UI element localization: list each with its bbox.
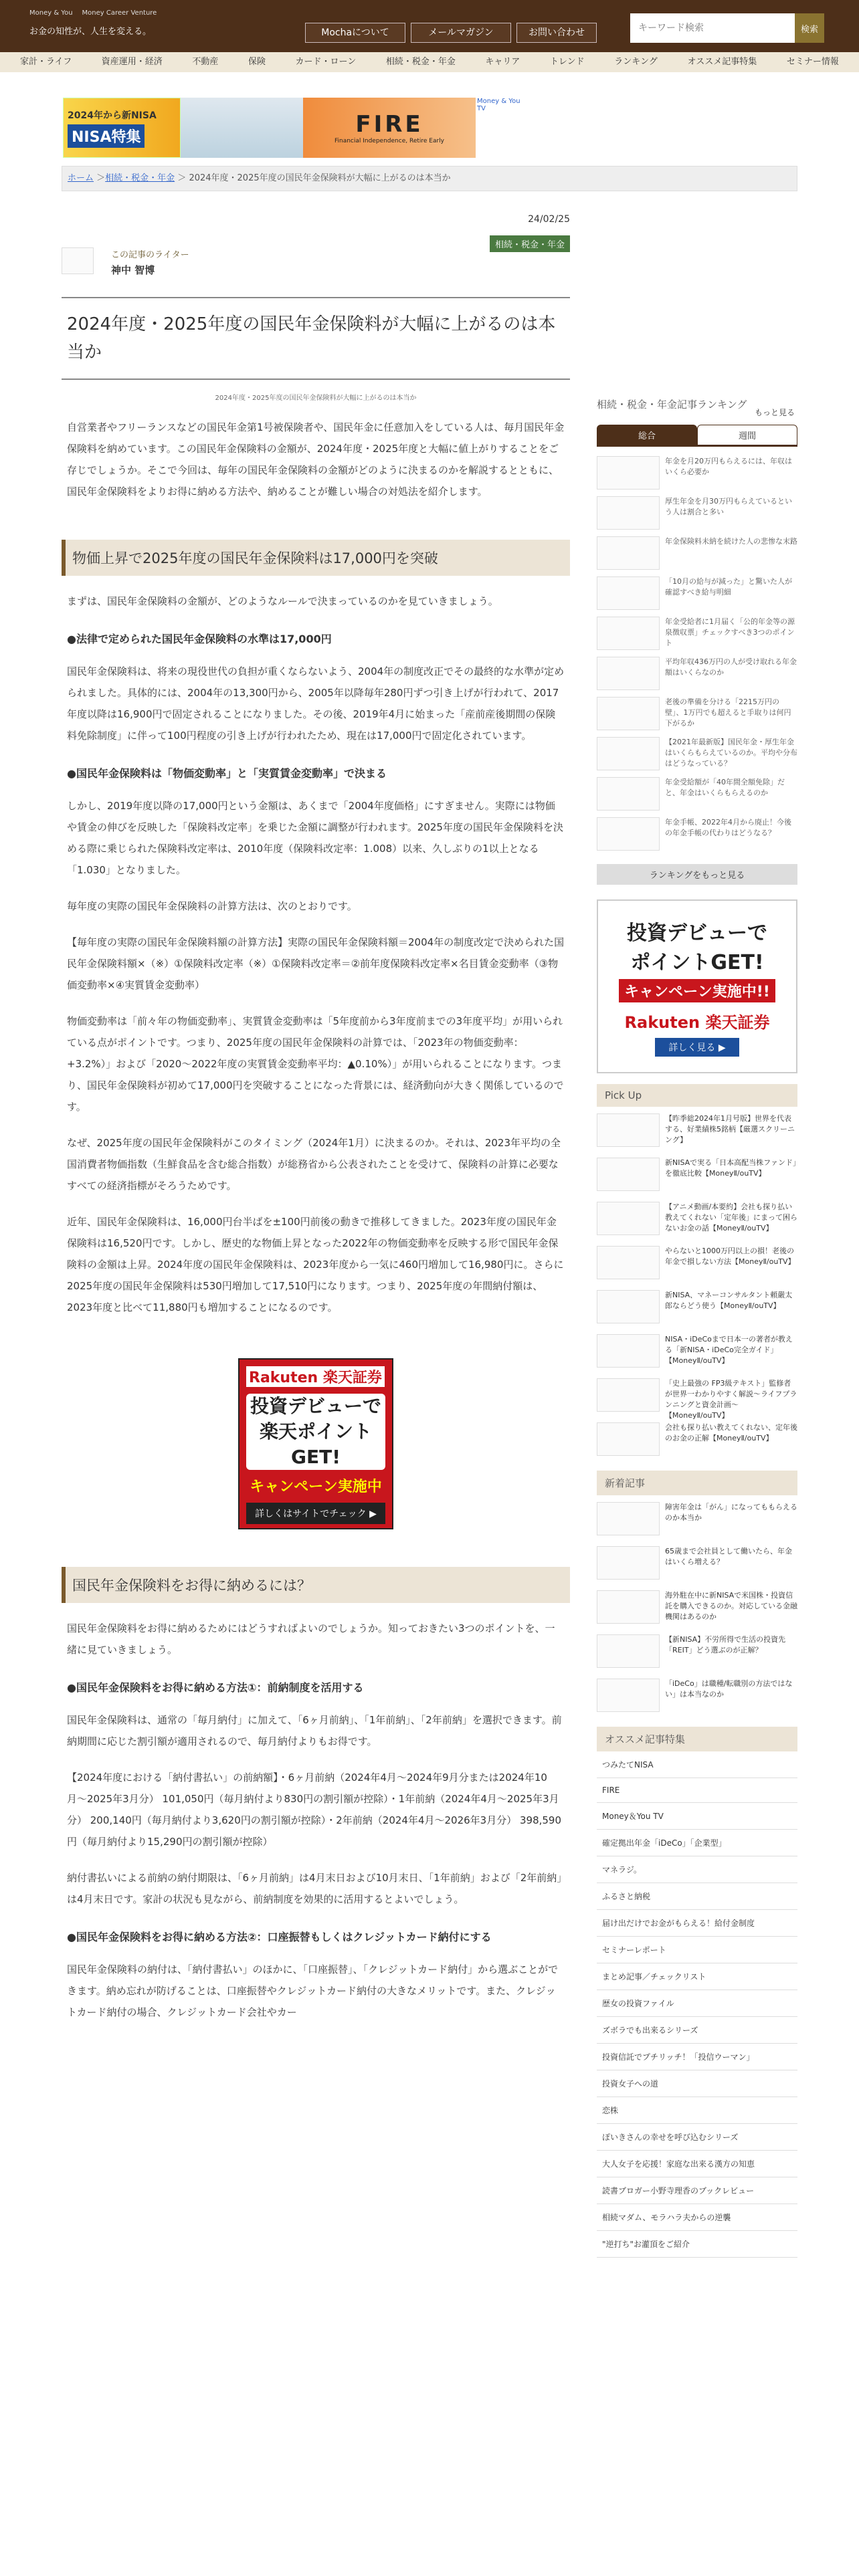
breadcrumb-current: 2024年度・2025年度の国民年金保険料が大幅に上がるのは本当か	[189, 173, 451, 183]
thumbnail[interactable]	[597, 1113, 660, 1147]
rakuten-ad[interactable]	[238, 1358, 393, 1529]
ranking-tabs	[597, 425, 797, 445]
nisa-banner-main: NISA特集	[68, 124, 145, 148]
thumbnail[interactable]	[597, 737, 660, 770]
item-title[interactable]: 【新NISA】不労所得で生活の投資先「REIT」どう選ぶのが正解？	[665, 1635, 786, 1654]
fire-banner-sub: Financial Independence, Retire Early	[334, 138, 445, 144]
nav-item[interactable]: キャリア	[485, 57, 520, 67]
tagline: お金の知性が、人生を変える。	[29, 27, 152, 37]
ad-brand: Rakuten 楽天証券	[246, 1366, 385, 1387]
prepay-list: 【2024年度における「納付書払い」の前納額】・6ヶ月前納（2024年4月〜2024年9月分または2024年10月〜2025年3月分） 101,050円（毎月納付より830円の割引額が控除）・1年前納（2024年4月〜2025年3月分） 200,140円（毎月納付より3,620円の割引額が控除）・2年前納（2024年4月〜2026年3月分） 398,590円（毎月納付より15,290円の割引額が控除）	[67, 1772, 562, 1848]
paragraph: 物価変動率は「前々年の物価変動率」、実質賃金変動率は「5年度前から3年度前までの3年度平均」が用いられている点がポイントです。つまり、2025年度の国民年金保険料の計算では、「2023年の物価変動率：+3.2%）」および「2020〜2022年度の実質賃金変動率平均：▲0.10%）」が用いられることになります。つまり、国民年金保険料が初めて17,000円を突破することになった背景には、経済動向が大きく関係しているのです。	[67, 1015, 564, 1113]
thumbnail[interactable]	[597, 1679, 660, 1712]
recommended-item[interactable]: ぽいきさんの幸せを呼び込むシリーズ	[597, 2124, 797, 2151]
search-input[interactable]	[630, 13, 795, 43]
thumbnail[interactable]	[597, 1502, 660, 1535]
hero-image: 2024年度・2025年度の国民年金保険料が大幅に上がるのは本当か	[215, 395, 417, 402]
contact-button[interactable]: お問い合わせ	[516, 23, 597, 43]
recommended-item[interactable]: 大人女子を応援！家庭な出来る漢方の知恵	[597, 2151, 797, 2177]
new-articles-title: 新着記事	[597, 1471, 797, 1495]
article	[62, 214, 570, 2023]
paragraph: 国民年金保険料をお得に納めるためにはどうすればよいのでしょうか。知っておきたい3つのポイントを、一緒に見ていきましょう。	[67, 1622, 555, 1656]
new-articles-list	[597, 1502, 797, 1716]
nisa-banner[interactable]	[63, 98, 181, 158]
sidebar-ad-brand: Rakuten 楽天証券	[624, 1013, 770, 1032]
recommended-item[interactable]: マネラジ。	[597, 1856, 797, 1883]
tv-banner-alt[interactable]: Money & You TV	[477, 98, 520, 112]
nav-item[interactable]: 家計・ライフ	[20, 57, 72, 67]
ranking-item[interactable]	[597, 737, 797, 772]
item-title[interactable]: 障害年金は「がん」になってももらえるのか本当か	[665, 1503, 797, 1522]
recommended-item[interactable]: 投資女子への道	[597, 2070, 797, 2097]
top-header	[0, 0, 859, 52]
ranking-more-button[interactable]: ランキングをもっと見る	[597, 864, 797, 885]
paragraph: 毎年度の実際の国民年金保険料の計算方法は、次のとおりです。	[67, 900, 357, 912]
sidebar-ad-line3: キャンペーン実施中!!	[619, 979, 775, 1002]
nav-item[interactable]: 保険	[248, 57, 266, 67]
thumbnail[interactable]	[597, 657, 660, 690]
thumbnail[interactable]	[597, 536, 660, 570]
formula-block: 【毎年度の実際の国民年金保険料額の計算方法】実際の国民年金保険料額＝2004年の制度改定で決められた国民年金保険料額×（※）①保険料改定率（※）①保険料改定率＝②前年度保険料改定率×名目賃金変動率（③物価変動率×④実質賃金変動率）	[67, 936, 565, 991]
writer-label: この記事のライター	[111, 250, 189, 260]
pickup-item[interactable]	[597, 1334, 797, 1372]
recommended-item[interactable]: セミナーレポート	[597, 1937, 797, 1963]
item-title[interactable]: 年金手帳、2022年4月から廃止！今後の年金手帳の代わりはどうなる？	[665, 818, 791, 837]
item-title[interactable]: NISA・iDeCoまで日本一の著者が教える「新NISA・iDeCo完全ガイド」【MoneyⅡ/ouTV】	[665, 1335, 793, 1365]
recommended-item[interactable]: ふるさと納税	[597, 1883, 797, 1910]
recommended-item[interactable]: 確定拠出年金「iDeCo」「企業型」	[597, 1830, 797, 1856]
nav-item[interactable]: 資産運用・経済	[101, 57, 163, 67]
ranking-item[interactable]	[597, 456, 797, 491]
recommended-item[interactable]: 読書ブロガー小野寺理香のブックレビュー	[597, 2177, 797, 2204]
recommended-item[interactable]: 相続マダム、モラハラ夫からの逆襲	[597, 2204, 797, 2231]
new-article-item[interactable]	[597, 1679, 797, 1716]
nav-item[interactable]: ランキング	[614, 57, 658, 67]
ad-campaign: キャンペーン実施中	[250, 1479, 382, 1495]
paragraph: なぜ、2025年度の国民年金保険料がこのタイミング（2024年1月）に決まるのか。それは、2023年平均の全国消費者物価指数（生鮮食品を含む総合指数）が総務省から公表されたことを受けて、保険料の計算に必要なすべての経済指標がそろうためです。	[67, 1137, 561, 1192]
intro-text: 自営業者やフリーランスなどの国民年金第1号被保険者や、国民年金に任意加入をしている人は、毎月国民年金保険料を納めています。この国民年金保険料の金額が、2024年度・2025年度と大幅に値上がりすることをご存じでしょうか。そこで今回は、毎年の国民年金保険料の金額がどのように決まるのかを解説するとともに、国民年金保険料をよりお得に納める方法や、納めることが難しい場合の対処法を紹介します。	[67, 421, 565, 498]
category-badge[interactable]: 相続・税金・年金	[490, 235, 570, 252]
piggy-bank-image[interactable]	[181, 98, 303, 158]
ranking-title: 相続・税金・年金記事ランキング	[597, 399, 747, 411]
ranking-item[interactable]	[597, 576, 797, 611]
sidebar	[597, 393, 797, 2258]
thumbnail[interactable]	[597, 1334, 660, 1368]
thumbnail[interactable]	[597, 1590, 660, 1624]
item-title[interactable]: 平均年収436万円の人が受け取れる年金額はいくらなのか	[665, 657, 797, 677]
item-title[interactable]: 新NISA、マネーコンサルタント頼嚴太郎ならどう使う【MoneyⅡ/ouTV】	[665, 1291, 793, 1310]
recommended-item[interactable]: 歴女の投資ファイル	[597, 1990, 797, 2017]
ranking-item[interactable]	[597, 617, 797, 651]
pickup-list	[597, 1113, 797, 1460]
breadcrumb-category[interactable]: 相続・税金・年金	[105, 173, 175, 183]
thumbnail[interactable]	[597, 1158, 660, 1191]
paragraph: 納付書払いによる前納の納付期限は、「6ヶ月前納」は4月末日および10月末日、「1年前納」および「2年前納」は4月末日です。家計の状況も見ながら、前納制度を効果的に活用するとよいでしょう。	[67, 1872, 562, 1905]
breadcrumb-home[interactable]: ホーム	[68, 173, 94, 183]
thumbnail[interactable]	[597, 777, 660, 811]
page-title: 2024年度・2025年度の国民年金保険料が大幅に上がるのは本当か	[67, 314, 556, 362]
partner-logo[interactable]: Money Career Venture	[82, 9, 157, 17]
recommended-item[interactable]: つみたてNISA	[597, 1751, 797, 1778]
pickup-item[interactable]	[597, 1113, 797, 1151]
pickup-item[interactable]	[597, 1246, 797, 1283]
writer-box	[62, 247, 570, 285]
item-title[interactable]: 厚生年金を月30万円もらえているという人は割合と多い	[665, 497, 792, 516]
nav-item[interactable]: カード・ローン	[295, 57, 357, 67]
sidebar-ad[interactable]	[597, 899, 797, 1073]
recommended-item[interactable]: 恋株	[597, 2097, 797, 2124]
search-box	[630, 13, 824, 43]
paragraph: 近年、国民年金保険料は、16,000円台半ばを±100円前後の動きで推移してきました。2023年度の国民年金保険料は16,520円です。しかし、歴史的な物価上昇となった2022年の物価変動率を反映する形で国民年金保険料の金額は上昇。2024年度の国民年金保険料は、2023年度から一気に460円増加して16,980円に。さらに2025年度の国民年金保険料は530円増加して17,510円になります。つまり、2025年度の年間納付額は、2023年度と比べて11,880円も増加することになるのです。	[67, 1216, 564, 1313]
nav-item[interactable]: 相続・税金・年金	[385, 57, 456, 67]
section-heading: 国民年金保険料をお得に納めるには？	[62, 1567, 570, 1603]
thumbnail[interactable]	[597, 1634, 660, 1668]
item-title[interactable]: 会社も探り払い教えてくれない、定年後のお金の正解【MoneyⅡ/ouTV】	[665, 1423, 797, 1442]
thumbnail[interactable]	[597, 1202, 660, 1235]
ranking-item[interactable]	[597, 657, 797, 691]
paragraph: 国民年金保険料の納付は、「納付書払い」のほかに、「口座振替」、「クレジットカード納付」から選ぶことができます。納め忘れが防げることは、口座振替やクレジットカード納付の大きなメリットです。また、クレジットカード納付の場合、クレジットカード会社やカー	[67, 1963, 559, 2018]
feature-banners	[63, 98, 531, 158]
ranking-item[interactable]	[597, 697, 797, 732]
thumbnail[interactable]	[597, 1378, 660, 1412]
nav-item[interactable]: トレンド	[550, 57, 585, 67]
global-nav	[0, 52, 859, 72]
thumbnail[interactable]	[597, 697, 660, 730]
recommended-item[interactable]: Money＆You TV	[597, 1803, 797, 1830]
ranking-list	[597, 445, 797, 856]
fire-banner-main: FIRE	[355, 111, 423, 138]
recommended-item[interactable]: まとめ記事／チェックリスト	[597, 1963, 797, 1990]
recommended-item[interactable]: 届け出だけでお金がもらえる！給付金制度	[597, 1910, 797, 1937]
breadcrumb: ホーム ＞相続・税金・年金 ＞ 2024年度・2025年度の国民年金保険料が大幅に上がるのは本当か	[62, 166, 797, 191]
paragraph: まずは、国民年金保険料の金額が、どのようなルールで決まっているのかを見ていきましょう。	[67, 595, 498, 607]
item-title[interactable]: 「10月の給与が減った」と驚いた人が確認すべき給与明細	[665, 577, 792, 597]
thumbnail[interactable]	[597, 1290, 660, 1323]
sidebar-ad-button[interactable]: 詳しく見る ▶	[655, 1038, 739, 1057]
item-title[interactable]: 年金受給額が「40年間全額免除」だと、年金はいくらもらえるのか	[665, 778, 785, 797]
thumbnail[interactable]	[597, 617, 660, 650]
item-title[interactable]: 年金保険料未納を続けた人の悲惨な末路	[665, 537, 797, 546]
item-title[interactable]: 海外駐在中に新NISAで米国株・投資信託を購入できるのか。対応している金融機関はあるのか	[665, 1591, 797, 1621]
logo-area[interactable]	[29, 9, 166, 17]
publish-date: 24/02/25	[528, 214, 570, 225]
thumbnail[interactable]	[597, 1246, 660, 1279]
subsection-heading: ●法律で定められた国民年金保険料の水準は17,000円	[67, 633, 332, 645]
nav-item[interactable]: 不動産	[192, 57, 219, 67]
new-article-item[interactable]	[597, 1634, 797, 1672]
thumbnail[interactable]	[597, 456, 660, 490]
pickup-item[interactable]	[597, 1202, 797, 1239]
site-logo[interactable]: Money & You	[29, 9, 73, 17]
nisa-banner-top: 2024年から新NISA	[68, 110, 157, 121]
recommended-item[interactable]: FIRE	[597, 1778, 797, 1803]
nav-item[interactable]: セミナー情報	[786, 57, 839, 67]
item-title[interactable]: 新NISAで実る「日本高配当株ファンド」を徹底比較【MoneyⅡ/ouTV】	[665, 1158, 797, 1178]
ranking-more-link[interactable]: もっと見る	[754, 408, 795, 417]
paragraph: 国民年金保険料は、通常の「毎月納付」に加えて、「6ヶ月前納」、「1年前納」、「2年前納」を選択できます。前納期間に応じた割引額が適用されるので、毎月納付よりもお得です。	[67, 1714, 562, 1747]
recommended-list	[597, 1751, 797, 2258]
avatar[interactable]	[62, 247, 94, 274]
item-title[interactable]: やらないと1000万円以上の損！老後の年金で損しない方法【MoneyⅡ/ouTV】	[665, 1247, 795, 1266]
recommended-title: オススメ記事特集	[597, 1727, 797, 1751]
about-button[interactable]: Mochaについて	[305, 23, 405, 43]
pickup-item[interactable]	[597, 1158, 797, 1195]
item-title[interactable]: 「iDeCo」は職種/転職別の方法ではない」は本当なのか	[665, 1679, 793, 1699]
divider	[62, 379, 570, 380]
tab-overall[interactable]: 総合	[597, 425, 697, 445]
pickup-item[interactable]	[597, 1422, 797, 1460]
ad-cta-button[interactable]: 詳しくはサイトでチェック ▶	[246, 1503, 385, 1524]
thumbnail[interactable]	[597, 817, 660, 851]
item-title[interactable]: 65歳まで会社員として働いたら、年金はいくら増える？	[665, 1547, 792, 1566]
item-title[interactable]: 【アニメ動画/本要約】会社も探り払い教えてくれない「定年後」にまって困らないお金の話【MoneyⅡ/ouTV】	[665, 1202, 797, 1232]
nav-item[interactable]: オススメ記事特集	[687, 57, 757, 67]
sidebar-ad-line1: 投資デビューで	[627, 922, 767, 945]
search-button[interactable]: 検索	[795, 13, 824, 43]
fire-banner[interactable]	[303, 98, 476, 158]
item-title[interactable]: 老後の準備を分ける「2215万円の壁」、1万円でも超えると手取りは何円下がるか	[665, 697, 791, 728]
item-title[interactable]: 「史上最強の FP3級テキスト」監修者が世界一わかりやすく解説〜ライフプランニングと資金計画〜【MoneyⅡ/ouTV】	[665, 1379, 797, 1420]
item-title[interactable]: 【2021年最新版】国民年金・厚生年金はいくらもらえているのか。平均や分布はどうなっている？	[665, 738, 797, 768]
sidebar-ad-line2: ポイントGET!	[630, 951, 764, 974]
item-title[interactable]: 年金を月20万円もらえるには、年収はいくら必要か	[665, 457, 792, 476]
ranking-item[interactable]	[597, 777, 797, 812]
thumbnail[interactable]	[597, 496, 660, 530]
item-title[interactable]: 【昨季総2024年1月号版】世界を代表する、好業績株5銘柄【厳選スクリーニング】	[665, 1114, 795, 1144]
subsection-heading: ●国民年金保険料をお得に納める方法②：口座振替もしくはクレジットカード納付にする	[67, 1931, 492, 1943]
recommended-item[interactable]: ズボラでも出来るシリーズ	[597, 2017, 797, 2044]
new-article-item[interactable]	[597, 1546, 797, 1584]
ranking-item[interactable]	[597, 536, 797, 571]
ad-headline: 投資デビューで楽天ポイントGET!	[246, 1394, 385, 1470]
thumbnail[interactable]	[597, 576, 660, 610]
paragraph: しかし、2019年度以降の17,000円という金額は、あくまで「2004年度価格」にすぎません。実際には物価や賃金の伸びを反映した「保険料改定率」を乗じた金額に調整が行われます。2025年度の国民年金保険料を決める際に乗じられた保険料改定率は、2010年度（保険料改定率：1.008）以来、久しぶりの1以上となる「1.030」となりました。	[67, 800, 563, 876]
thumbnail[interactable]	[597, 1546, 660, 1580]
ranking-item[interactable]	[597, 817, 797, 852]
item-title[interactable]: 年金受給者に1月届く「公的年金等の源泉徴収票」チェックすべき3つのポイント	[665, 617, 795, 647]
subsection-heading: ●国民年金保険料は「物価変動率」と「実質賃金変動率」で決まる	[67, 767, 387, 780]
tab-weekly[interactable]: 週間	[697, 425, 797, 445]
ranking-item[interactable]	[597, 496, 797, 531]
writer-name[interactable]: 神中 智博	[111, 264, 155, 276]
paragraph: 国民年金保険料は、将来の現役世代の負担が重くならないよう、2004年の制度改正でその最終的な水準が定められました。具体的には、2004年の13,300円から、2005年以降毎年280円ずつ引き上げが行われて、2017年度以降は16,900円で固定されることになりました。その後、2019年4月に始まった「産前産後期間の保険料免除制度」に伴って100円程度の引き上げが行われたため、現在は17,000円で固定化されています。	[67, 665, 565, 742]
recommended-item[interactable]: 投資信託でプチリッチ！「投信ウーマン」	[597, 2044, 797, 2070]
section-heading: 物価上昇で2025年度の国民年金保険料は17,000円を突破	[62, 540, 570, 576]
newsletter-button[interactable]: メールマガジン	[411, 23, 511, 43]
new-article-item[interactable]	[597, 1502, 797, 1539]
pickup-item[interactable]	[597, 1290, 797, 1327]
pickup-title: Pick Up	[597, 1084, 797, 1107]
subsection-heading: ●国民年金保険料をお得に納める方法①：前納制度を活用する	[67, 1681, 364, 1694]
pickup-item[interactable]	[597, 1378, 797, 1420]
recommended-item[interactable]: "逆打ち"お灌頂をご紹介	[597, 2231, 797, 2258]
new-article-item[interactable]	[597, 1590, 797, 1628]
thumbnail[interactable]	[597, 1422, 660, 1456]
